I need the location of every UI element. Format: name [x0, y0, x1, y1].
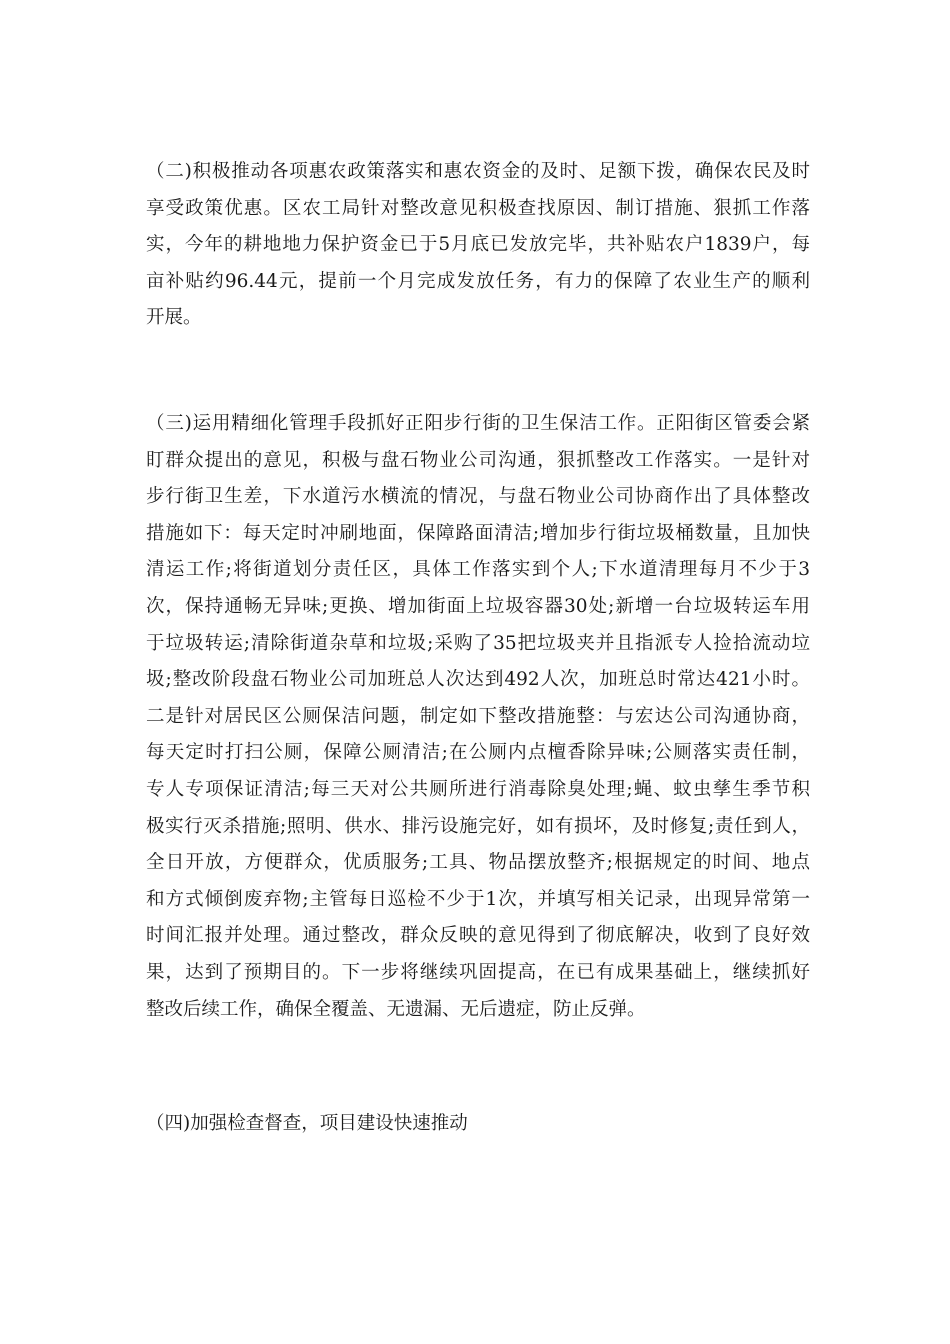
text-line: 清运工作;将街道划分责任区，具体工作落实到个人;下水道清理每月不少于3 — [146, 559, 810, 581]
text-line: 和方式倾倒废弃物;主管每日巡检不少于1次，并填写相关记录，出现异常第一 — [146, 888, 810, 910]
text-line: 盯群众提出的意见，积极与盘石物业公司沟通，狠抓整改工作落实。一是针对 — [146, 449, 810, 471]
text-line: 步行街卫生差，下水道污水横流的情况，与盘石物业公司协商作出了具体整改 — [146, 486, 810, 508]
text-line: 圾;整改阶段盘石物业公司加班总人次达到492人次，加班总时常达421小时。 — [146, 669, 810, 691]
paragraph-section-4 — [146, 1106, 810, 1143]
paragraph-section-3 — [146, 406, 810, 1028]
paragraph-section-2 — [146, 154, 810, 337]
text-line: 享受政策优惠。区农工局针对整改意见积极查找原因、制订措施、狠抓工作落 — [146, 197, 810, 219]
text-line: 措施如下：每天定时冲刷地面，保障路面清洁;增加步行街垃圾桶数量，且加快 — [146, 522, 810, 544]
text-line: 果，达到了预期目的。下一步将继续巩固提高，在已有成果基础上，继续抓好 — [146, 961, 810, 983]
text-line: 每天定时打扫公厕，保障公厕清洁;在公厕内点檀香除异味;公厕落实责任制， — [146, 742, 810, 764]
text-line: 二是针对居民区公厕保洁问题，制定如下整改措施整：与宏达公司沟通协商， — [146, 705, 810, 727]
text-line: 时间汇报并处理。通过整改，群众反映的意见得到了彻底解决，收到了良好效 — [146, 925, 810, 947]
text-line: （二)积极推动各项惠农政策落实和惠农资金的及时、足额下拨，确保农民及时 — [146, 161, 810, 182]
text-line: 次，保持通畅无异味;更换、增加街面上垃圾容器30处;新增一台垃圾转运车用 — [146, 595, 810, 617]
text-line: 整改后续工作，确保全覆盖、无遗漏、无后遗症，防止反弹。 — [146, 998, 646, 1020]
section-heading: （四)加强检查督查，项目建设快速推动 — [146, 1113, 468, 1134]
text-line: 开展。 — [146, 307, 202, 329]
text-line: 实，今年的耕地地力保护资金已于5月底已发放完毕，共补贴农户1839户，每 — [146, 234, 810, 256]
text-line: 专人专项保证清洁;每三天对公共厕所进行消毒除臭处理;蝇、蚊虫孳生季节积 — [146, 778, 810, 800]
text-line: 全日开放，方便群众，优质服务;工具、物品摆放整齐;根据规定的时间、地点 — [146, 852, 810, 874]
text-line: 亩补贴约96.44元，提前一个月完成发放任务，有力的保障了农业生产的顺利 — [146, 270, 810, 292]
text-line: 于垃圾转运;清除街道杂草和垃圾;采购了35把垃圾夹并且指派专人捡拾流动垃 — [146, 632, 810, 654]
text-line: （三)运用精细化管理手段抓好正阳步行街的卫生保洁工作。正阳街区管委会紧 — [146, 413, 810, 434]
text-line: 极实行灭杀措施;照明、供水、排污设施完好，如有损坏，及时修复;责任到人， — [146, 815, 810, 837]
